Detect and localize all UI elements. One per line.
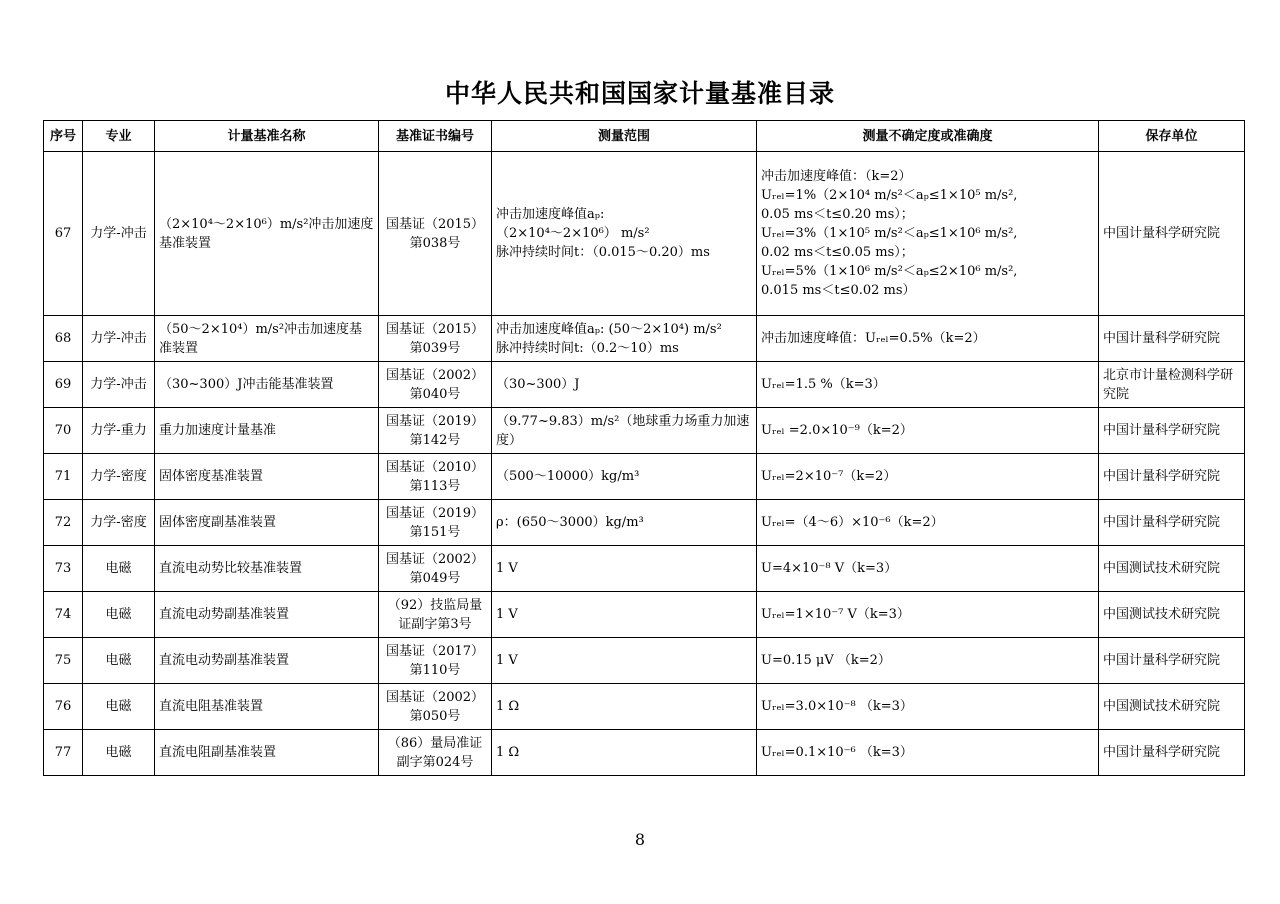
- cell-uncertainty: Uᵣₑₗ=（4～6）×10⁻⁶（k=2）: [757, 500, 1099, 546]
- cell-specialty: 电磁: [83, 592, 155, 638]
- cell-cert: 国基证（2015） 第038号: [379, 152, 492, 316]
- cell-range: 1 Ω: [492, 730, 757, 776]
- cell-range: （9.77~9.83）m/s²（地球重力场重力加速度）: [492, 408, 757, 454]
- cell-unit: 中国计量科学研究院: [1099, 730, 1245, 776]
- cell-cert: 国基证（2002） 第049号: [379, 546, 492, 592]
- column-header-name: 计量基准名称: [155, 121, 379, 152]
- column-header-specialty: 专业: [83, 121, 155, 152]
- column-header-cert: 基准证书编号: [379, 121, 492, 152]
- cell-name: 固体密度基准装置: [155, 454, 379, 500]
- column-header-uncertainty: 测量不确定度或准确度: [757, 121, 1099, 152]
- table-header-row: [44, 121, 1245, 152]
- cell-unit: 中国测试技术研究院: [1099, 592, 1245, 638]
- cell-specialty: 力学-密度: [83, 454, 155, 500]
- cell-range: 1 Ω: [492, 684, 757, 730]
- cell-name: （30~300）J冲击能基准装置: [155, 362, 379, 408]
- cell-range: 冲击加速度峰值aₚ: （2×10⁴～2×10⁶） m/s² 脉冲持续时间t：（0.015～0.20）ms: [492, 152, 757, 316]
- column-header-unit: 保存单位: [1099, 121, 1245, 152]
- cell-cert: 国基证（2002） 第040号: [379, 362, 492, 408]
- cell-no: 72: [44, 500, 83, 546]
- cell-uncertainty: Uᵣₑₗ=1.5 %（k=3）: [757, 362, 1099, 408]
- cell-cert: 国基证（2002） 第050号: [379, 684, 492, 730]
- cell-unit: 中国测试技术研究院: [1099, 546, 1245, 592]
- cell-unit: 中国计量科学研究院: [1099, 408, 1245, 454]
- table-row: [44, 730, 1245, 776]
- cell-unit: 中国测试技术研究院: [1099, 684, 1245, 730]
- table-row: [44, 684, 1245, 730]
- table-row: [44, 592, 1245, 638]
- cell-specialty: 力学-密度: [83, 500, 155, 546]
- cell-no: 74: [44, 592, 83, 638]
- cell-name: 固体密度副基准装置: [155, 500, 379, 546]
- cell-uncertainty: Uᵣₑₗ=1×10⁻⁷ V（k=3）: [757, 592, 1099, 638]
- cell-range: 冲击加速度峰值aₚ: (50～2×10⁴) m/s² 脉冲持续时间t:（0.2～10）ms: [492, 316, 757, 362]
- cell-specialty: 电磁: [83, 638, 155, 684]
- cell-unit: 中国计量科学研究院: [1099, 316, 1245, 362]
- table-row: [44, 638, 1245, 684]
- cell-specialty: 电磁: [83, 730, 155, 776]
- cell-name: 重力加速度计量基准: [155, 408, 379, 454]
- cell-range: 1 V: [492, 638, 757, 684]
- cell-uncertainty: U=4×10⁻⁸ V（k=3）: [757, 546, 1099, 592]
- cell-cert: 国基证（2019） 第151号: [379, 500, 492, 546]
- page-number: 8: [634, 830, 646, 849]
- cell-name: 直流电动势副基准装置: [155, 592, 379, 638]
- table-row: [44, 454, 1245, 500]
- cell-no: 71: [44, 454, 83, 500]
- cell-no: 67: [44, 152, 83, 316]
- cell-no: 69: [44, 362, 83, 408]
- cell-range: ρ：(650～3000）kg/m³: [492, 500, 757, 546]
- cell-cert: 国基证（2017） 第110号: [379, 638, 492, 684]
- cell-name: 直流电动势副基准装置: [155, 638, 379, 684]
- cell-name: （2×10⁴～2×10⁶）m/s²冲击加速度基准装置: [155, 152, 379, 316]
- table-row: [44, 500, 1245, 546]
- cell-cert: 国基证（2015） 第039号: [379, 316, 492, 362]
- cell-range: （30~300）J: [492, 362, 757, 408]
- cell-no: 77: [44, 730, 83, 776]
- cell-name: 直流电动势比较基准装置: [155, 546, 379, 592]
- cell-unit: 中国计量科学研究院: [1099, 152, 1245, 316]
- cell-name: （50～2×10⁴）m/s²冲击加速度基准装置: [155, 316, 379, 362]
- cell-no: 70: [44, 408, 83, 454]
- cell-range: 1 V: [492, 592, 757, 638]
- cell-uncertainty: Uᵣₑₗ=2×10⁻⁷（k=2）: [757, 454, 1099, 500]
- cell-uncertainty: Uᵣₑₗ =2.0×10⁻⁹（k=2）: [757, 408, 1099, 454]
- cell-unit: 北京市计量检测科学研究院: [1099, 362, 1245, 408]
- standards-table: [43, 120, 1245, 776]
- cell-name: 直流电阻基准装置: [155, 684, 379, 730]
- cell-unit: 中国计量科学研究院: [1099, 454, 1245, 500]
- cell-specialty: 电磁: [83, 546, 155, 592]
- cell-range: 1 V: [492, 546, 757, 592]
- cell-uncertainty: U=0.15 μV （k=2）: [757, 638, 1099, 684]
- table-row: [44, 362, 1245, 408]
- cell-unit: 中国计量科学研究院: [1099, 500, 1245, 546]
- table-row: [44, 546, 1245, 592]
- cell-uncertainty: Uᵣₑₗ=0.1×10⁻⁶ （k=3）: [757, 730, 1099, 776]
- cell-name: 直流电阻副基准装置: [155, 730, 379, 776]
- cell-uncertainty: Uᵣₑₗ=3.0×10⁻⁸ （k=3）: [757, 684, 1099, 730]
- cell-no: 75: [44, 638, 83, 684]
- cell-specialty: 力学-冲击: [83, 316, 155, 362]
- cell-no: 76: [44, 684, 83, 730]
- cell-uncertainty: 冲击加速度峰值：Uᵣₑₗ=0.5%（k=2）: [757, 316, 1099, 362]
- cell-range: （500～10000）kg/m³: [492, 454, 757, 500]
- cell-cert: （92）技监局量证副字第3号: [379, 592, 492, 638]
- cell-no: 73: [44, 546, 83, 592]
- page-title: 中华人民共和国国家计量基准目录: [444, 79, 835, 108]
- cell-specialty: 力学-冲击: [83, 362, 155, 408]
- cell-unit: 中国计量科学研究院: [1099, 638, 1245, 684]
- cell-specialty: 力学-重力: [83, 408, 155, 454]
- table-row: [44, 408, 1245, 454]
- column-header-no: 序号: [44, 121, 83, 152]
- table-row: [44, 316, 1245, 362]
- cell-uncertainty: 冲击加速度峰值：（k=2） Uᵣₑₗ=1%（2×10⁴ m/s²＜aₚ≤1×10⁵ m/s², 0.05 ms＜t≤0.20 ms）； Uᵣₑₗ=3%（1×10⁵ m/s²＜aₚ≤1×10⁶ m/s², 0.02 ms＜t≤0.05 ms）； Uᵣₑₗ=5%（1×10⁶ m/s²＜aₚ≤2×10⁶ m/s², 0.015 ms＜t≤0.02 ms）: [757, 152, 1099, 316]
- column-header-range: 测量范围: [492, 121, 757, 152]
- cell-specialty: 力学-冲击: [83, 152, 155, 316]
- table-row: [44, 152, 1245, 316]
- cell-no: 68: [44, 316, 83, 362]
- cell-specialty: 电磁: [83, 684, 155, 730]
- cell-cert: 国基证（2010） 第113号: [379, 454, 492, 500]
- cell-cert: 国基证（2019） 第142号: [379, 408, 492, 454]
- cell-cert: （86）量局准证副字第024号: [379, 730, 492, 776]
